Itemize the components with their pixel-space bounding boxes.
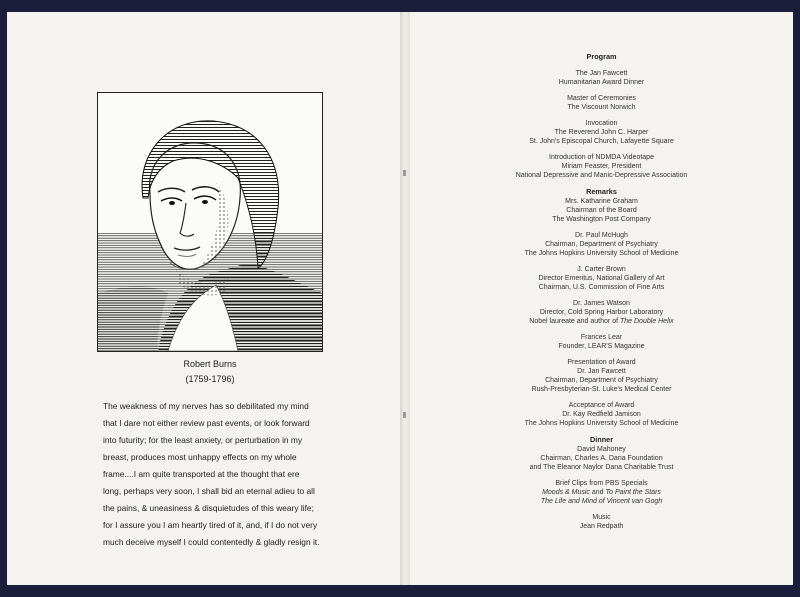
booklet-gutter	[400, 12, 410, 585]
portrait-caption-name: Robert Burns	[183, 359, 237, 369]
program-item-affiliation: Chairman, Department of Psychiatry	[545, 241, 658, 248]
program-item-affiliation: Director, Cold Spring Harbor Laboratory	[539, 309, 664, 316]
program-item-affiliation: St. John's Episcopal Church, Lafayette Square	[529, 138, 674, 145]
program-item-role: Presentation of Award	[567, 359, 636, 366]
quote-line: the pains, & uneasiness & disquietudes of this weary life;	[103, 503, 314, 513]
program-item-affiliation: and The Eleanor Naylor Dana Charitable Trust	[529, 464, 674, 471]
quote-line: long, perhaps very soon, I shall bid an eternal adieu to all	[103, 486, 315, 496]
left-page	[7, 12, 400, 585]
program-item-affiliation: Chairman, Department of Psychiatry	[545, 377, 658, 384]
burns-quote	[103, 398, 351, 551]
program-item-person: The Viscount Norwich	[567, 104, 636, 111]
program-item-person: Dr. Jan Fawcett	[577, 368, 626, 375]
staple	[403, 170, 406, 176]
program-item-person: Dr. James Watson	[573, 300, 630, 307]
program-item-role: Acceptance of Award	[568, 402, 635, 409]
program-item-role: Introduction of NDMDA Videotape	[549, 154, 654, 161]
program-item-role: Master of Ceremonies	[567, 95, 636, 102]
dinner-heading: Dinner	[589, 435, 614, 444]
quote-line: The weakness of my nerves has so debilitated my mind	[103, 401, 309, 411]
program-item-affiliation: Founder, LEAR'S Magazine	[558, 343, 645, 350]
program-item-person: J. Carter Brown	[577, 266, 626, 273]
quote-line: much deceive myself I could contentedly & gladly resign it.	[103, 537, 320, 547]
program-item-affiliation: Chairman, U.S. Commission of Fine Arts	[538, 284, 665, 291]
program-item-affiliation: The Johns Hopkins University School of Medicine	[524, 250, 679, 257]
program-item-affiliation	[410, 317, 793, 326]
portrait-engraving	[97, 92, 323, 352]
program-item-person: Miriam Feaster, President	[561, 163, 642, 170]
program-listing	[410, 52, 793, 531]
nobel-text: Nobel laureate and author of	[529, 318, 620, 325]
film-title: Moods & Music	[542, 489, 590, 496]
quote-line: breast, produces most unhappy effects on my whole	[103, 452, 297, 462]
program-item-person: Jean Redpath	[579, 523, 624, 530]
program-item-affiliation: Chairman of the Board	[566, 207, 637, 214]
program-item-affiliation: The Washington Post Company	[552, 216, 651, 223]
program-item-role: Brief Clips from PBS Specials	[555, 480, 648, 487]
program-item-person: Frances Lear	[580, 334, 623, 341]
program-item-affiliation: Chairman, Charles A. Dana Foundation	[540, 455, 663, 462]
program-item-role: Music	[592, 514, 611, 521]
and-text: and	[589, 489, 606, 496]
remarks-heading: Remarks	[586, 187, 617, 196]
program-item-affiliation: Rush-Presbyterian-St. Luke's Medical Center	[531, 386, 672, 393]
program-item-person: David Mahoney	[577, 446, 626, 453]
event-name: Humanitarian Award Dinner	[558, 79, 645, 86]
quote-line: into futurity; for the least anxiety, or perturbation in my	[103, 435, 303, 445]
event-name: The Jan Fawcett	[575, 70, 628, 77]
program-item-person: Mrs. Katharine Graham	[565, 198, 638, 205]
staple	[403, 412, 406, 418]
program-item-role: Invocation	[585, 120, 618, 127]
film-title: The Life and Mind of Vincent van Gogh	[540, 498, 663, 505]
program-title: Program	[586, 52, 617, 61]
portrait-caption-dates: (1759-1796)	[185, 374, 235, 384]
book-title: The Double Helix	[619, 318, 674, 325]
program-item-affiliation: Director Emeritus, National Gallery of Art	[538, 275, 665, 282]
program-booklet-spread	[7, 12, 793, 585]
quote-line: that I dare not either review past events, or look forward	[103, 418, 310, 428]
film-title: To Paint the Stars	[605, 489, 661, 496]
program-item-titles	[410, 488, 793, 497]
program-item-person: The Reverend John C. Harper	[554, 129, 649, 136]
program-item-person: Dr. Kay Redfield Jamison	[562, 411, 641, 418]
program-item-person: Dr. Paul McHugh	[575, 232, 628, 239]
quote-line: for I assure you I am heartly tired of it, and, if I do not very	[103, 520, 318, 530]
program-item-affiliation: The Johns Hopkins University School of Medicine	[524, 420, 679, 427]
quote-line: frame....I am quite transported at the thought that ere	[103, 469, 300, 479]
program-item-affiliation: National Depressive and Manic-Depressive Association	[515, 172, 688, 179]
